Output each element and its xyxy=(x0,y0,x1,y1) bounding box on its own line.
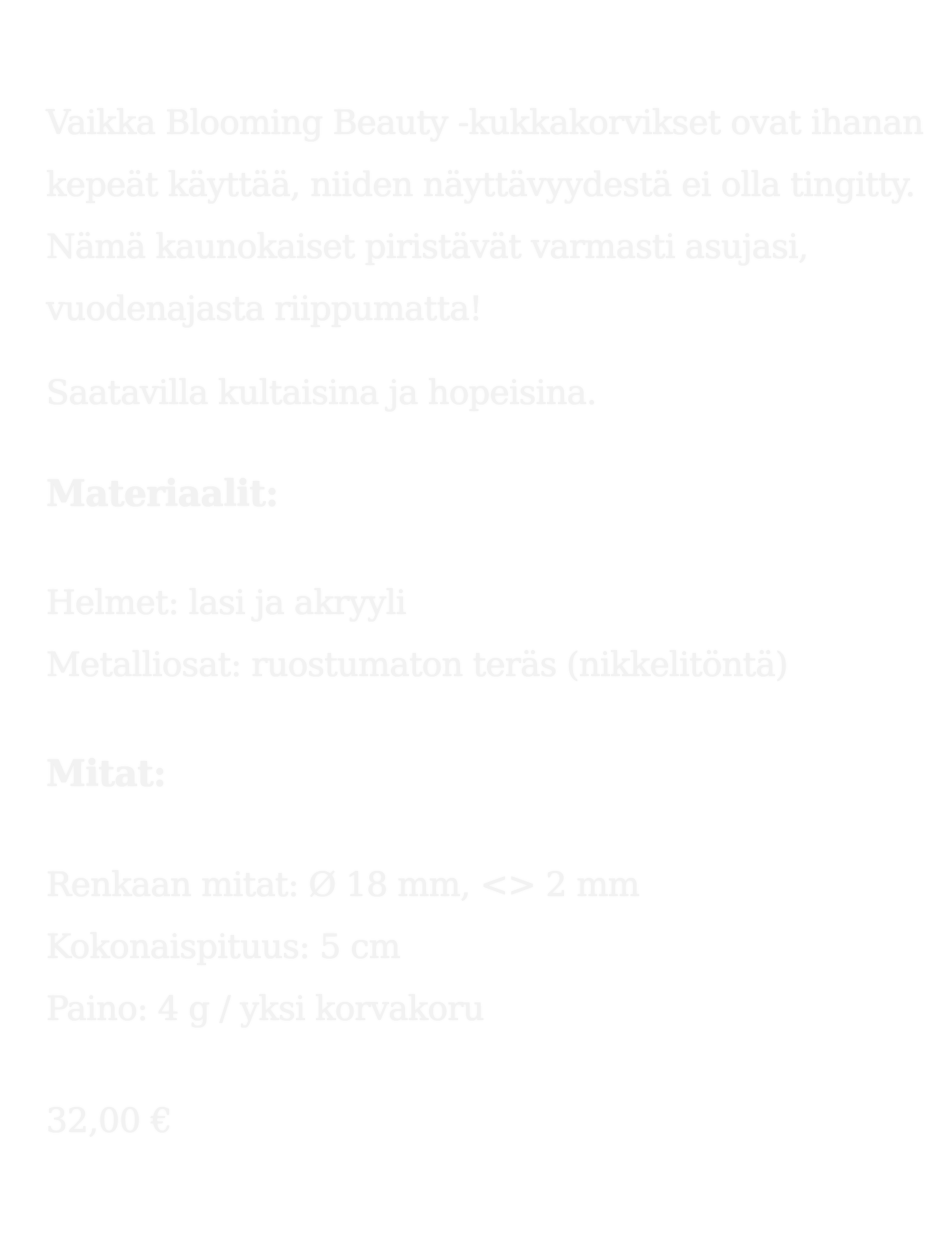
product-description xyxy=(46,92,941,1152)
dimensions-item: Kokonaispituus: 5 cm xyxy=(46,927,401,967)
materials-list xyxy=(46,572,941,696)
dimensions-item: Paino: 4 g / yksi korvakoru xyxy=(46,989,484,1029)
materials-item: Helmet: lasi ja akryyli xyxy=(46,583,406,623)
availability-text: Saatavilla kultaisina ja hopeisina. xyxy=(46,373,597,413)
dimensions-item: Renkaan mitat: Ø 18 mm, <> 2 mm xyxy=(46,865,640,905)
dimensions-heading: Mitat: xyxy=(46,753,166,795)
intro-paragraph: Vaikka Blooming Beauty -kukkakorvikset ovat ihanan kepeät käyttää, niiden näyttävyydestä ei olla tingitty. Nämä kaunokaiset piristävät varmasti asujasi, vuodenajasta riippumatta! xyxy=(46,103,924,329)
price-label: 32,00 € xyxy=(46,1101,172,1141)
materials-heading: Materiaalit: xyxy=(46,473,279,515)
materials-item: Metalliosat: ruostumaton teräs (nikkelitöntä) xyxy=(46,645,788,685)
dimensions-list xyxy=(46,854,941,1040)
